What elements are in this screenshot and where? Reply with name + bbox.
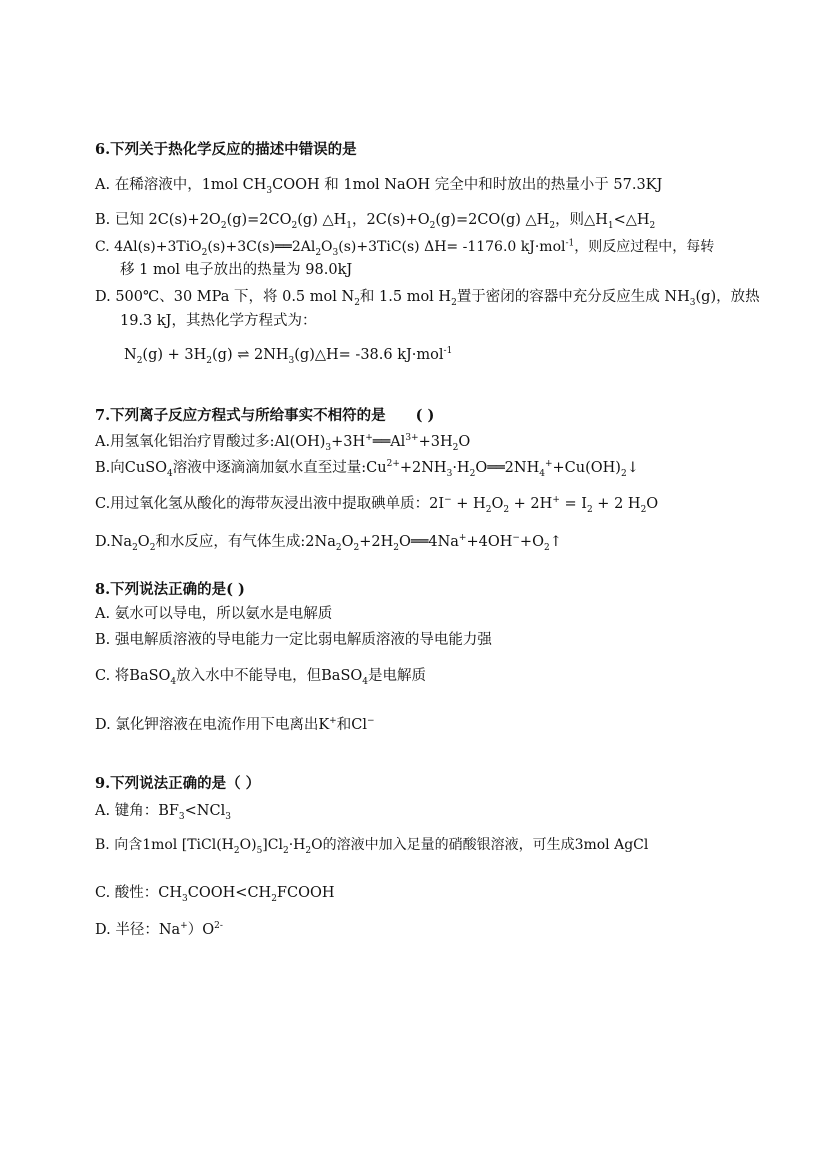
question-6-option-b: B. 已知 $2C(s)+2O_2(g)=2CO_2(g)$ $\triangle H_1$，$2C(s)+O_2(g)=2CO(g)$ $\triangle H_2$，则$\triangle H_1<\triangle H_2$: [95, 212, 656, 231]
question-8-option-b: B. 强电解质溶液的导电能力一定比弱电解质溶液的导电能力强: [95, 632, 492, 648]
question-8-option-d: D. 氯化钾溶液在电流作用下电离出K+和Cl−: [95, 716, 375, 733]
question-6-option-a: A. 在稀溶液中，1mol $CH_3COOH$ 和 1mol NaOH 完全中和时放出的热量小于 57.3KJ: [95, 177, 663, 196]
question-7-option-d: $D.Na_2O_2$和水反应，有气体生成$:2Na_2O_2+2H_2O══4Na^++4OH^-+O_2↑$: [95, 533, 562, 553]
question-7-stem: 7.下列离子反应方程式与所给事实不相符的是 ( ): [95, 407, 435, 424]
question-6-equation: $N_2(g) + 3H_2(g)$ ⇌ $2NH_3(g)\triangle H= -38.6$ kJ·mol$^{-1}$: [124, 346, 453, 366]
question-7-option-a: A.用氢氧化铝治疗胃酸过多$:Al(OH)_3+3H^+══Al^{3+}+3H_2O$: [95, 433, 471, 453]
question-8-stem: 8.下列说法正确的是( ): [95, 581, 245, 598]
question-9-stem: 9.下列说法正确的是（ ）: [95, 775, 261, 792]
question-6-option-d-continued: 19.3 kJ，其热化学方程式为：: [120, 313, 317, 329]
question-6-option-d: D. 500℃、30 MPa 下，将 0.5 mol $N_2$和 1.5 mol $H_2$置于密闭的容器中充分反应生成 $NH_3(g)$，放热: [95, 289, 760, 308]
question-9-option-a: A. 键角：$BF_3<NCl_3$: [95, 803, 231, 822]
question-8-option-a: A. 氨水可以导电，所以氨水是电解质: [95, 606, 333, 622]
question-8-option-c: C. 将BaSO$_4$放入水中不能导电，但BaSO$_4$是电解质: [95, 668, 427, 687]
question-7-option-b: B.向CuSO$_4$溶液中逐滴滴加氨水直至过量$:Cu^{2+}+2NH_3\cdot H_2O══2NH_4^++Cu(OH)_2↓$: [95, 459, 639, 479]
question-6-option-c-continued: 移 1 mol 电子放出的热量为 98.0kJ: [120, 262, 353, 278]
question-6-option-c: C. $4Al(s)+3TiO_2(s)+3C(s)══2Al_2O_3(s)+3TiC(s)$ ΔH= -1176.0 kJ·mol$^{-1}$，则反应过程中，每转: [95, 238, 715, 258]
question-9-option-d: D. 半径：$Na^+)O^{2-}$: [95, 921, 223, 938]
question-6-stem: 6.下列关于热化学反应的描述中错误的是: [95, 141, 357, 158]
question-9-option-c: C. 酸性：$CH_3COOH<CH_2FCOOH$: [95, 885, 335, 904]
question-9-option-b: B. 向含1mol $[TiCl(H_2O)_5]Cl_2\cdot H_2O$的溶液中加入足量的硝酸银溶液，可生成3mol AgCl: [95, 837, 649, 856]
question-7-option-c: C.用过氧化氢从酸化的海带灰浸出液中提取碘单质：$2I^- + H_2O_2 + 2H^+ = I_2 + 2$ $H_2O$: [95, 495, 659, 515]
